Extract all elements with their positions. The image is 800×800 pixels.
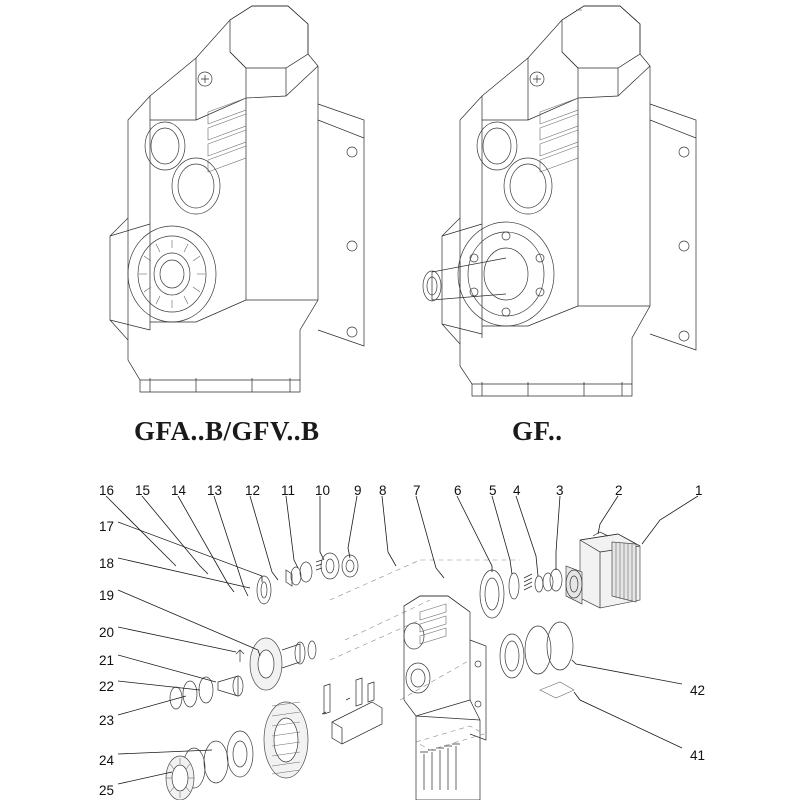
callout-number-16: 16 bbox=[99, 483, 115, 498]
callout-number-4: 4 bbox=[513, 483, 521, 498]
callout-number-24: 24 bbox=[99, 753, 115, 768]
caption-gf: GF.. bbox=[512, 416, 563, 446]
callout-number-21: 21 bbox=[99, 653, 115, 668]
callout-number-7: 7 bbox=[413, 483, 421, 498]
callout-number-25: 25 bbox=[99, 783, 115, 798]
callout-number-15: 15 bbox=[135, 483, 151, 498]
callout-number-2: 2 bbox=[615, 483, 623, 498]
callout-number-9: 9 bbox=[354, 483, 362, 498]
callout-number-18: 18 bbox=[99, 556, 115, 571]
callout-number-19: 19 bbox=[99, 588, 115, 603]
callout-number-42: 42 bbox=[690, 683, 706, 698]
callout-number-11: 11 bbox=[281, 483, 296, 498]
callout-number-10: 10 bbox=[315, 483, 331, 498]
callout-number-22: 22 bbox=[99, 679, 115, 694]
callout-number-8: 8 bbox=[379, 483, 387, 498]
callout-number-23: 23 bbox=[99, 713, 115, 728]
gear-unit-assembly-left-drawing bbox=[110, 6, 364, 392]
gear-unit-assembly-right-drawing bbox=[423, 6, 696, 396]
callout-number-13: 13 bbox=[207, 483, 223, 498]
exploded-view-drawing bbox=[106, 496, 698, 800]
callout-number-41: 41 bbox=[690, 748, 706, 763]
callout-number-12: 12 bbox=[245, 483, 261, 498]
callout-number-1: 1 bbox=[695, 483, 703, 498]
caption-gfa-b-gfv-b: GFA..B/GFV..B bbox=[134, 416, 320, 446]
callout-number-5: 5 bbox=[489, 483, 497, 498]
callout-number-14: 14 bbox=[171, 483, 187, 498]
callout-number-17: 17 bbox=[99, 519, 115, 534]
callout-number-3: 3 bbox=[556, 483, 564, 498]
callout-number-20: 20 bbox=[99, 625, 115, 640]
callout-number-6: 6 bbox=[454, 483, 462, 498]
